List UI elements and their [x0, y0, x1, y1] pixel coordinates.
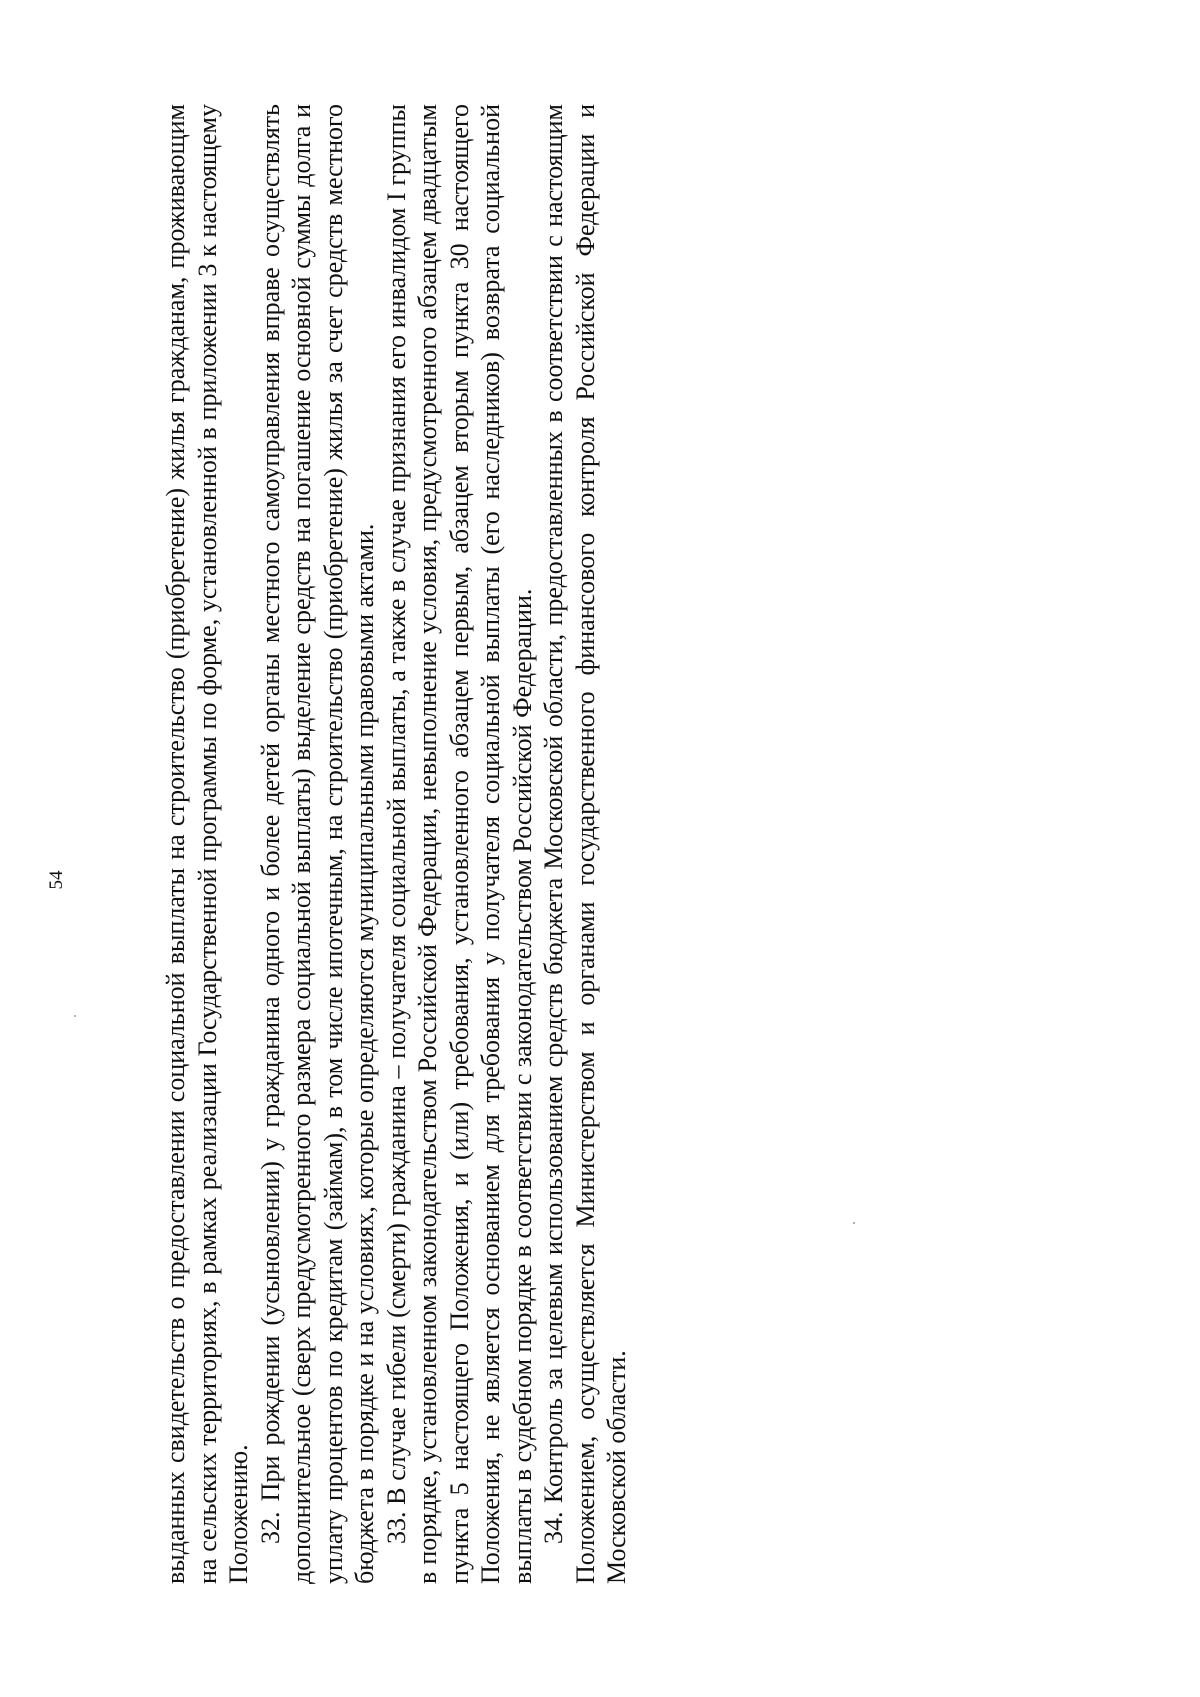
rotated-text-area — [160, 104, 700, 1584]
document-body — [160, 104, 633, 1584]
paragraph-continuation: выданных свидетельств о предоставлении социальной выплаты на строительство (приобретение) жилья гражданам, проживающим на сельских территориях, в рамках реализации Государственной программы по форме, установленной в приложении 3 к настоящему Положению. — [161, 104, 253, 1584]
scan-speck — [853, 1222, 855, 1224]
scan-speck — [74, 1015, 76, 1017]
paragraph-33: 33. В случае гибели (смерти) гражданина – получателя социальной выплаты, а также в случае признания его инвалидом I группы в порядке, установленном законодательством Российской Федерации, невыполнение условия, предусмотренного абзацем двадцатым пункта 5 настоящего Положения, и (или) требования, установленного абзацем первым, абзацем вторым пункта 30 настоящего Положения, не является основанием для требования у получателя социальной выплаты (его наследников) возврата социальной выплаты в судебном порядке в соответствии с законодательством Российской Федерации. — [381, 104, 537, 1584]
paragraph-34: 34. Контроль за целевым использованием средств бюджета Московской области, предоставленных в соответствии с настоящим Положением, осуществляется Министерством и органами государственного финансового контроля Российской Федерации и Московской области. — [539, 104, 631, 1584]
paragraph-32: 32. При рождении (усыновлении) у гражданина одного и более детей органы местного самоуправления вправе осуществлять дополнительное (сверх предусмотренного размера социальной выплаты) выделение средств на погашение основной суммы долга и уплату процентов по кредитам (займам), в том числе ипотечным, на строительство (приобретение) жилья за счет средств местного бюджета в порядке и на условиях, которые определяются муниципальными правовыми актами. — [255, 104, 379, 1584]
page-number: 54 — [46, 870, 67, 890]
